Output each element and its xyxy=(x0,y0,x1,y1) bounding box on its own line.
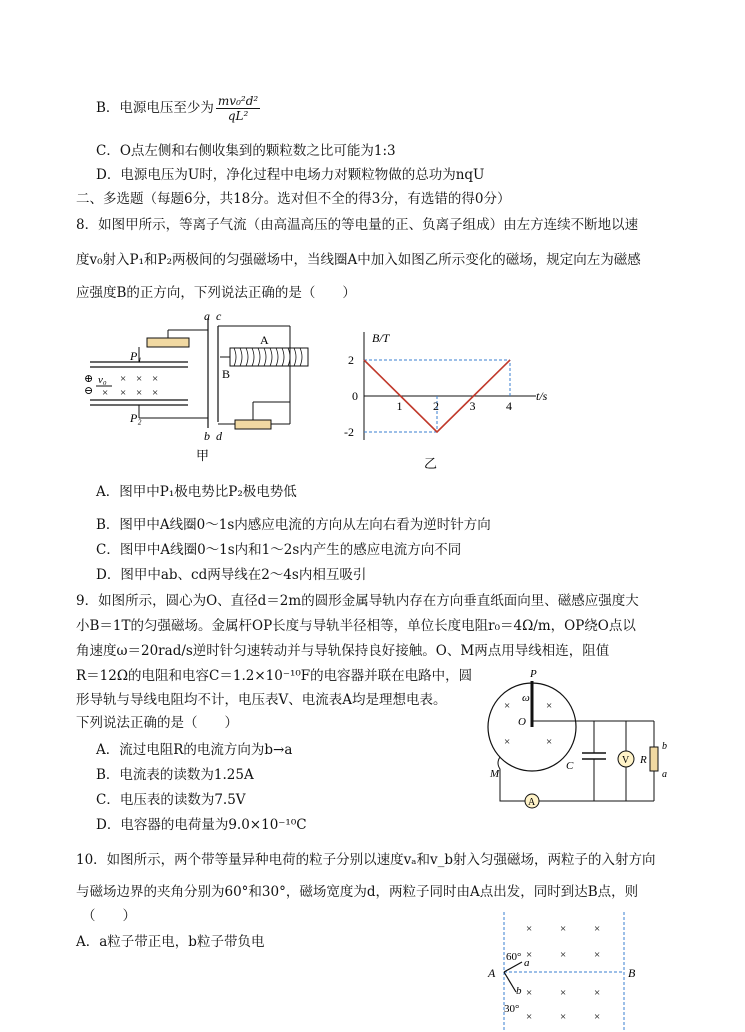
q10-option-a: A．a粒子带正电，b粒子带负电 xyxy=(76,934,265,950)
figure-label-yi: 乙 xyxy=(424,456,438,471)
svg-text:×: × xyxy=(526,923,533,935)
label-omega: ω xyxy=(522,692,530,704)
label-d: d xyxy=(216,429,222,443)
x-tick-label-1: 1 xyxy=(396,399,403,413)
x-tick-label-4: 4 xyxy=(506,399,512,413)
velocity-a-arrow xyxy=(504,962,522,972)
q9-option-b: B．电流表的读数为1.25A xyxy=(96,767,254,783)
q9-line-6: 下列说法正确的是（ ） xyxy=(76,715,238,731)
svg-text:×: × xyxy=(560,949,567,961)
x-axis-label: t/s xyxy=(536,389,548,403)
svg-text:×: × xyxy=(152,387,159,399)
label-o: O xyxy=(518,716,526,728)
q9-line-2: 小B＝1T的匀强磁场。金属杆OP长度与导轨半径相等，单位长度电阻r₀＝4Ω/m，OP绕O点以 xyxy=(76,618,636,634)
label-p1: P₁ xyxy=(130,349,142,363)
angle-60-label: 60° xyxy=(506,951,522,963)
q9-option-a: A．流过电阻R的电流方向为b→a xyxy=(96,742,293,758)
q8-option-a: A．图甲中P₁极电势比P₂极电势低 xyxy=(96,484,297,500)
label-ammeter: A xyxy=(528,797,536,808)
q9-line-3: 角速度ω＝20rad/s逆时针匀速转动并与导轨保持良好接触。O、M两点用导线相连，阻值 xyxy=(76,643,610,659)
q9-figure-circuit xyxy=(484,665,674,813)
label-coil-a: A xyxy=(260,333,269,347)
label-b-terminal: b xyxy=(662,741,667,752)
svg-text:×: × xyxy=(594,987,601,999)
svg-text:×: × xyxy=(136,373,143,385)
q8-figure-yi-chart xyxy=(340,322,548,471)
svg-text:×: × xyxy=(546,736,553,748)
label-field-b: B xyxy=(222,367,231,381)
q10-line-2: 与磁场边界的夹角分别为60°和30°，磁场宽度为d，两粒子同时由A点出发，同时到达B点，则 xyxy=(76,884,639,900)
option-b-fraction xyxy=(216,94,260,123)
label-p2: P₂ xyxy=(130,411,142,425)
q9-line-5: 形导轨与导线电阻均不计，电压表V、电流表A均是理想电表。 xyxy=(76,692,447,708)
label-v0: v₀ xyxy=(98,374,107,386)
q8-option-c: C．图甲中A线圈0～1s内和1～2s内产生的感应电流方向不同 xyxy=(96,542,462,558)
q9-line-4: R＝12Ω的电阻和电容C＝1.2×10⁻¹⁰F的电容器并联在电路中，圆 xyxy=(76,668,473,684)
label-particle-b: b xyxy=(516,985,522,997)
q8-line-3: 应强度B的正方向，下列说法正确的是（ ） xyxy=(76,285,356,301)
resistor-r xyxy=(650,747,658,771)
velocity-b-arrow xyxy=(504,972,516,992)
label-a: a xyxy=(204,309,210,323)
q8-line-1: 8．如图甲所示，等离子气流（由高温高压的等电量的正、负离子组成）由左方连续不断地以速 xyxy=(76,217,639,233)
angle-30-label: 30° xyxy=(504,1003,520,1015)
svg-text:×: × xyxy=(102,387,109,399)
option-b-fraction-denominator: qL² xyxy=(227,109,249,123)
resistor-top xyxy=(147,338,189,347)
svg-text:×: × xyxy=(560,923,567,935)
label-m: M xyxy=(490,768,500,780)
svg-text:×: × xyxy=(504,700,511,712)
option-b-prev xyxy=(96,94,260,123)
svg-text:×: × xyxy=(526,949,533,961)
q10-line-3: （ ） xyxy=(82,908,136,924)
x-tick-label-2: 2 xyxy=(433,399,439,413)
section-heading-multi-choice: 二、多选题（每题6分，共18分。选对但不全的得3分，有选错的得0分） xyxy=(76,191,511,207)
svg-text:×: × xyxy=(120,373,127,385)
q10-figure-field xyxy=(482,912,652,1032)
label-c: C xyxy=(566,760,574,772)
svg-text:×: × xyxy=(594,923,601,935)
figure-label-jia: 甲 xyxy=(196,448,210,463)
q8-option-d: D．图甲中ab、cd两导线在2～4s内相互吸引 xyxy=(96,567,367,583)
label-b: b xyxy=(204,429,210,443)
svg-text:×: × xyxy=(136,387,143,399)
label-r: R xyxy=(640,754,647,766)
label-particle-a: a xyxy=(524,957,530,969)
q8-line-2: 度v₀射入P₁和P₂两极间的匀强磁场中，当线圈A中加入如图乙所示变化的磁场，规定向左为磁感 xyxy=(76,252,641,268)
q8-figure-jia xyxy=(80,308,330,468)
q9-option-c: C．电压表的读数为7.5V xyxy=(96,792,246,808)
y-axis-label: B/T xyxy=(372,331,390,345)
label-p: P xyxy=(530,668,537,680)
svg-text:×: × xyxy=(504,736,511,748)
label-a-terminal: a xyxy=(662,769,667,780)
y-tick-label-minus-2: -2 xyxy=(344,425,354,439)
option-b-prev-prefix: B．电源电压至少为 xyxy=(96,100,214,116)
svg-text:×: × xyxy=(120,387,127,399)
svg-text:×: × xyxy=(526,1011,533,1023)
q9-line-1: 9．如图所示，圆心为O、直径d＝2m的圆形金属导轨内存在方向垂直纸面向里、磁感应强度大 xyxy=(76,593,639,609)
q9-option-d: D．电容器的电荷量为9.0×10⁻¹⁰C xyxy=(96,817,307,833)
svg-text:×: × xyxy=(560,987,567,999)
label-c: c xyxy=(216,309,222,323)
x-tick-label-3: 3 xyxy=(469,399,476,413)
svg-text:×: × xyxy=(594,1011,601,1023)
svg-text:×: × xyxy=(594,949,601,961)
option-d-prev: D．电源电压为U时，净化过程中电场力对颗粒物做的总功为nqU xyxy=(96,167,485,183)
option-b-fraction-numerator: mv₀²d² xyxy=(217,94,259,108)
q8-option-b: B．图甲中A线圈0～1s内感应电流的方向从左向右看为逆时针方向 xyxy=(96,517,491,533)
y-tick-label-2: 2 xyxy=(348,353,354,367)
label-point-a: A xyxy=(488,966,496,980)
origin-label: 0 xyxy=(352,389,358,403)
positive-ion: ⊕ xyxy=(84,373,94,385)
rheostat xyxy=(235,420,271,429)
svg-text:×: × xyxy=(152,373,159,385)
label-point-b: B xyxy=(628,966,636,980)
label-v: V xyxy=(622,755,630,766)
option-c-prev: C．O点左侧和右侧收集到的颗粒数之比可能为1:3 xyxy=(96,143,396,159)
svg-text:×: × xyxy=(526,987,533,999)
svg-text:×: × xyxy=(546,700,553,712)
negative-ion: ⊖ xyxy=(84,385,94,397)
svg-text:×: × xyxy=(560,1011,567,1023)
q10-line-1: 10．如图所示，两个带等量异种电荷的粒子分别以速度vₐ和v_b射入匀强磁场，两粒子的入射方向 xyxy=(76,852,656,868)
